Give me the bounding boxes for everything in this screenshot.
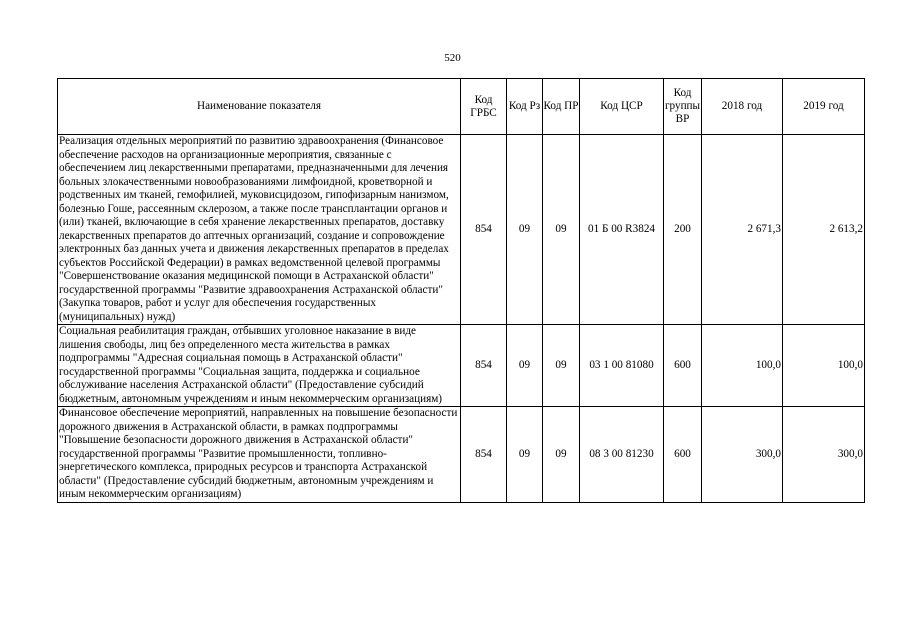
table-row <box>58 407 865 503</box>
header-grbs: Код ГРБС <box>461 79 507 135</box>
row-csr: 01 Б 00 R3824 <box>580 135 664 325</box>
row-rz: 09 <box>507 325 543 407</box>
row-name: Финансовое обеспечение мероприятий, направленных на повышение безопасности дорожного движения в Астраханской области, в рамках подпрограммы "Повышение безопасности дорожного движения в Астраханской области" государственной программы "Развитие промышленности, топливно-энергетического комплекса, природных ресурсов и транспорта Астраханской области" (Предоставление субсидий бюджетным, автономным учреждениям и иным некоммерческим организациям) <box>58 407 461 503</box>
row-pr: 09 <box>543 407 580 503</box>
row-2019: 300,0 <box>783 407 865 503</box>
row-2019: 2 613,2 <box>783 135 865 325</box>
row-vr: 600 <box>664 325 702 407</box>
row-2018: 2 671,3 <box>702 135 783 325</box>
header-pr: Код ПР <box>543 79 580 135</box>
table-row <box>58 325 865 407</box>
header-2019: 2019 год <box>783 79 865 135</box>
row-rz: 09 <box>507 135 543 325</box>
row-grbs: 854 <box>461 325 507 407</box>
row-grbs: 854 <box>461 135 507 325</box>
row-vr: 600 <box>664 407 702 503</box>
row-rz: 09 <box>507 407 543 503</box>
header-2018: 2018 год <box>702 79 783 135</box>
row-csr: 08 3 00 81230 <box>580 407 664 503</box>
row-2018: 300,0 <box>702 407 783 503</box>
row-vr: 200 <box>664 135 702 325</box>
row-name: Реализация отдельных мероприятий по развитию здравоохранения (Финансовое обеспечение расходов на организационные мероприятия, связанные с обеспечением лиц лекарственными препаратами, предназначенными для лечения больных злокачественными новообразованиями лимфоидной, кроветворной и родственных им тканей, гемофилией, муковисцидозом, гипофизарным нанизмом, болезнью Гоше, рассеянным склерозом, а также после трансплантации органов и (или) тканей, включающие в себя хранение лекарственных препаратов, доставку лекарственных препаратов до аптечных организаций, создание и сопровождение электронных баз данных учета и движения лекарственных препаратов в пределах субъектов Российской Федерации) в рамках ведомственной целевой программы "Совершенствование оказания медицинской помощи в Астраханской области" государственной программы "Развитие здравоохранения Астраханской области" (Закупка товаров, работ и услуг для обеспечения государственных (муниципальных) нужд) <box>58 135 461 325</box>
table-header-row <box>58 79 865 135</box>
row-pr: 09 <box>543 325 580 407</box>
table-row <box>58 135 865 325</box>
header-csr: Код ЦСР <box>580 79 664 135</box>
row-csr: 03 1 00 81080 <box>580 325 664 407</box>
header-rz: Код Рз <box>507 79 543 135</box>
row-2019: 100,0 <box>783 325 865 407</box>
row-name: Социальная реабилитация граждан, отбывших уголовное наказание в виде лишения свободы, лиц без определенного места жительства в рамках подпрограммы "Адресная социальная помощь в Астраханской области" государственной программы "Социальная защита, поддержка и социальное обслуживание населения Астраханской области" (Предоставление субсидий бюджетным, автономным учреждениям и иным некоммерческим организациям) <box>58 325 461 407</box>
budget-table <box>57 78 865 503</box>
header-name: Наименование показателя <box>58 79 461 135</box>
page-number: 520 <box>444 52 461 64</box>
row-grbs: 854 <box>461 407 507 503</box>
row-pr: 09 <box>543 135 580 325</box>
header-vr: Код группы ВР <box>664 79 702 135</box>
row-2018: 100,0 <box>702 325 783 407</box>
